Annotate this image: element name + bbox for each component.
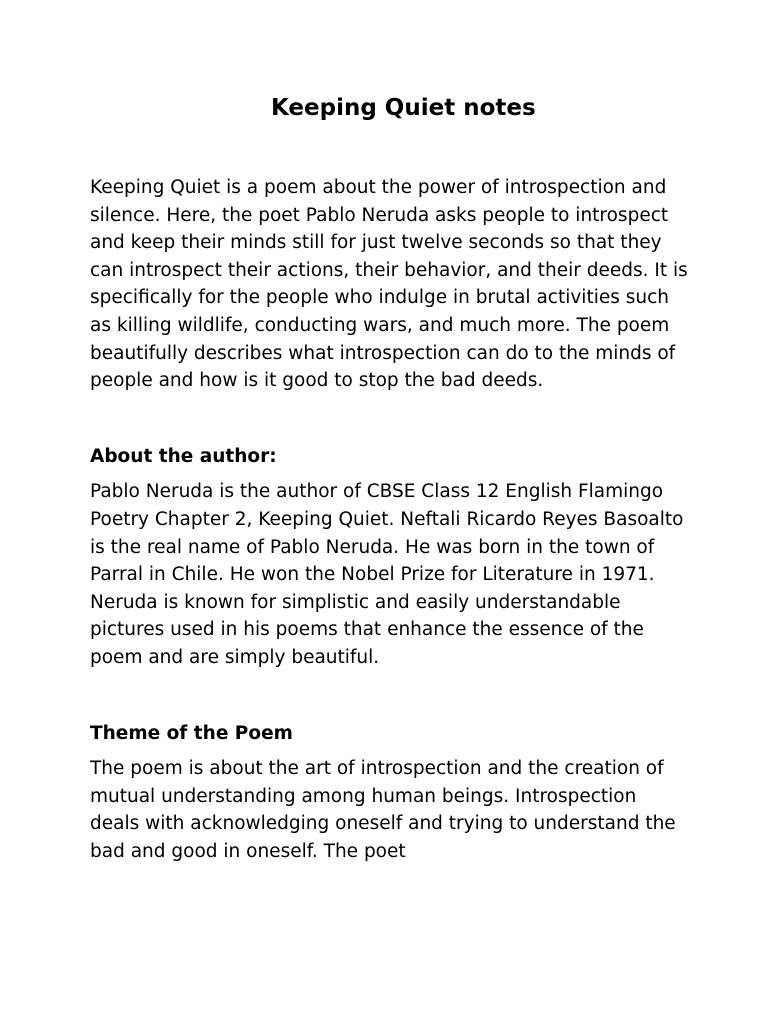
section-heading-theme: Theme of the Poem — [90, 722, 293, 744]
section-body-about-author: Pablo Neruda is the author of CBSE Class 12 English Flamingo Poetry Chapter 2, Keeping Quiet. Neftali Ricardo Reyes Basoalto is the real name of Pablo Neruda. He was born in the town of Parral in Chile. He won the Nobel Prize for Literature in 1971. Neruda is known for simplistic and easily understandable pictures used in his poems that enhance the essence of the poem and are simply beautiful. — [90, 481, 684, 668]
document-content — [90, 174, 690, 865]
intro-paragraph: Keeping Quiet is a poem about the power of introspection and silence. Here, the poet Pablo Neruda asks people to introspect and keep their minds still for just twelve seconds so that they can introspect their actions, their behavior, and their deeds. It is specifically for the people who indulge in brutal activities such as killing wildlife, conducting wars, and much more. The poem beautifully describes what introspection can do to the minds of people and how is it good to stop the bad deeds. — [90, 177, 688, 392]
section-body-theme: The poem is about the art of introspection and the creation of mutual understanding among human beings. Introspection deals with acknowledging oneself and trying to understand the bad and good in oneself. The poet — [90, 758, 676, 862]
document-title: Keeping Quiet notes — [271, 95, 536, 121]
section-heading-about-author: About the author: — [90, 445, 277, 467]
